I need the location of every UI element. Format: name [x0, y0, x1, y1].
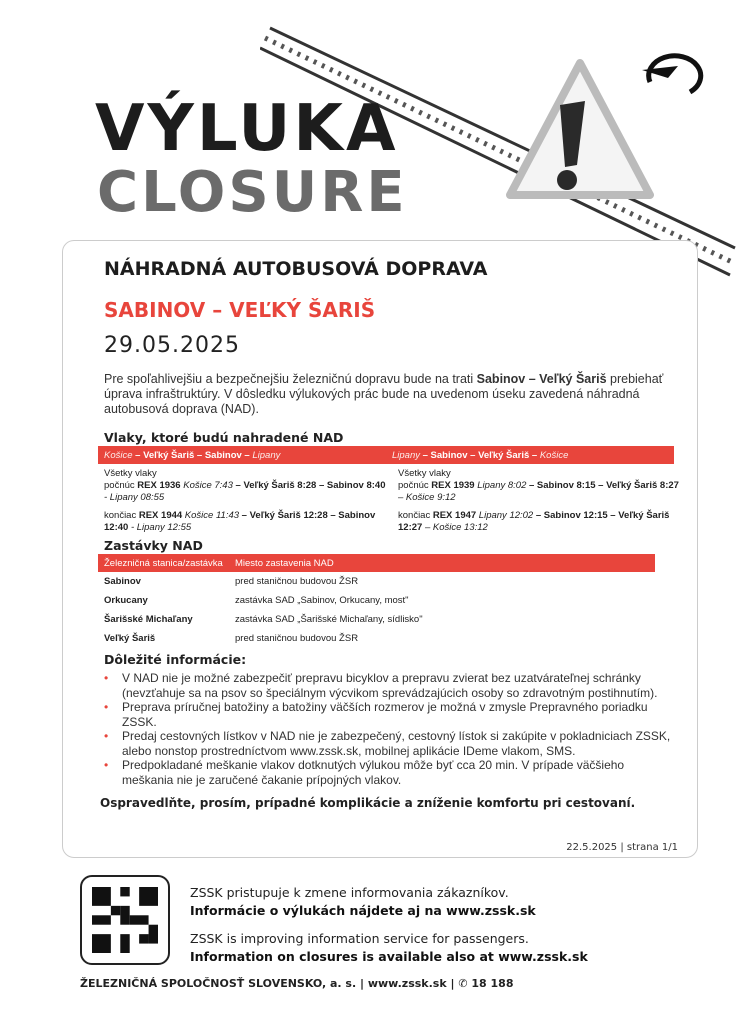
closure-date: 29.05.2025 — [104, 333, 240, 358]
warning-triangle-icon — [505, 55, 655, 205]
stop-row: Orkucany zastávka SAD „Sabinov, Orkucany, most" — [104, 595, 409, 606]
page-info: 22.5.2025 | strana 1/1 — [566, 842, 678, 853]
trains-heading: Vlaky, ktoré budú nahradené NAD — [104, 430, 344, 445]
direction-2: Lipany – Sabinov – Veľký Šariš – Košice — [392, 449, 569, 461]
info-list — [98, 671, 674, 787]
footer-sk-line-1: ZSSK pristupuje k zmene informovania zákazníkov. — [190, 885, 509, 900]
direction-header-bar — [98, 446, 674, 464]
direction-1: Košice – Veľký Šariš – Sabinov – Lipany — [104, 449, 281, 461]
qr-code[interactable] — [80, 875, 170, 965]
footer-sk-line-2: Informácie o výlukách nájdete aj na www.zssk.sk — [190, 903, 536, 918]
title-closure-sk: VÝLUKA — [95, 92, 399, 166]
intro-paragraph: Pre spoľahlivejšiu a bezpečnejšiu železničnú dopravu bude na trati Sabinov – Veľký Šariš prebiehať úprava infraštruktúry. V dôsledku výlukových prác bude na uvedenom úseku zavedená náhradná autobusová doprava (NAD). — [104, 372, 664, 416]
stops-table — [98, 572, 674, 648]
stop-row: Sabinov pred staničnou budovou ŽSR — [104, 576, 359, 587]
trains-table — [98, 464, 679, 538]
footer-en-line-1: ZSSK is improving information service for passengers. — [190, 931, 529, 946]
trains-col-1: Všetky vlaky počnúc REX 1936 Košice 7:43 – Veľký Šariš 8:28 – Sabinov 8:40 - Lipany 08:55 končiac REX 1944 Košice 11:43 – Veľký Šariš 12:28 – Sabinov 12:40 - Lipany 12:55 — [104, 468, 386, 533]
footer-en-line-2: Information on closures is available also at www.zssk.sk — [190, 949, 588, 964]
info-item: • Predaj cestovných lístkov v NAD nie je zabezpečený, cestovný lístok si zakúpite v pokladniciach ZSSK, alebo nonstop prostredníctvom www.zssk.sk, mobilnej aplikácie IDeme vlakom, SMS. — [104, 729, 674, 758]
stops-header-bar: Železničná stanica/zastávka Miesto zastavenia NAD — [98, 554, 655, 572]
title-closure-en: CLOSURE — [97, 160, 408, 225]
info-heading: Dôležité informácie: — [104, 652, 247, 667]
stops-heading: Zastávky NAD — [104, 538, 203, 553]
apology-text: Ospravedlňte, prosím, prípadné komplikácie a zníženie komfortu pri cestovaní. — [100, 796, 636, 810]
trains-col-2: Všetky vlaky počnúc REX 1939 Lipany 8:02 – Sabinov 8:15 – Veľký Šariš 8:27 – Košice 9:12 končiac REX 1947 Lipany 12:02 – Sabinov 12:15 – Veľký Šariš 12:27 – Košice 13:12 — [398, 468, 679, 533]
info-item: • V NAD nie je možné zabezpečiť prepravu bicyklov a prepravu zvierat bez uzatvárateľnej schránky (nevzťahuje sa na psov so špeciálnym výcvikom sprevádzajúcich osoby so zdravotným postihnutím). — [104, 671, 674, 700]
route-title: SABINOV – VEĽKÝ ŠARIŠ — [104, 298, 376, 322]
zssk-logo — [638, 52, 708, 97]
info-item: • Predpokladané meškanie vlakov dotknutých výlukou môže byť cca 20 min. V prípade väčšieho meškania nie je zaručené čakanie prípojných vlakov. — [104, 758, 674, 787]
stop-row: Šarišské Michaľany zastávka SAD „Šarišské Michaľany, sídlisko" — [104, 614, 423, 625]
stop-row: Veľký Šariš pred staničnou budovou ŽSR — [104, 633, 359, 644]
notice-heading: NÁHRADNÁ AUTOBUSOVÁ DOPRAVA — [104, 258, 488, 280]
notice-content — [98, 257, 679, 811]
qr-code-icon — [92, 887, 158, 953]
info-item: • Preprava príručnej batožiny a batožiny väčších rozmerov je možná v zmysle Prepravného poriadku ZSSK. — [104, 700, 674, 729]
company-info: ŽELEZNIČNÁ SPOLOČNOSŤ SLOVENSKO, a. s. | www.zssk.sk | ✆ 18 188 — [80, 977, 514, 990]
